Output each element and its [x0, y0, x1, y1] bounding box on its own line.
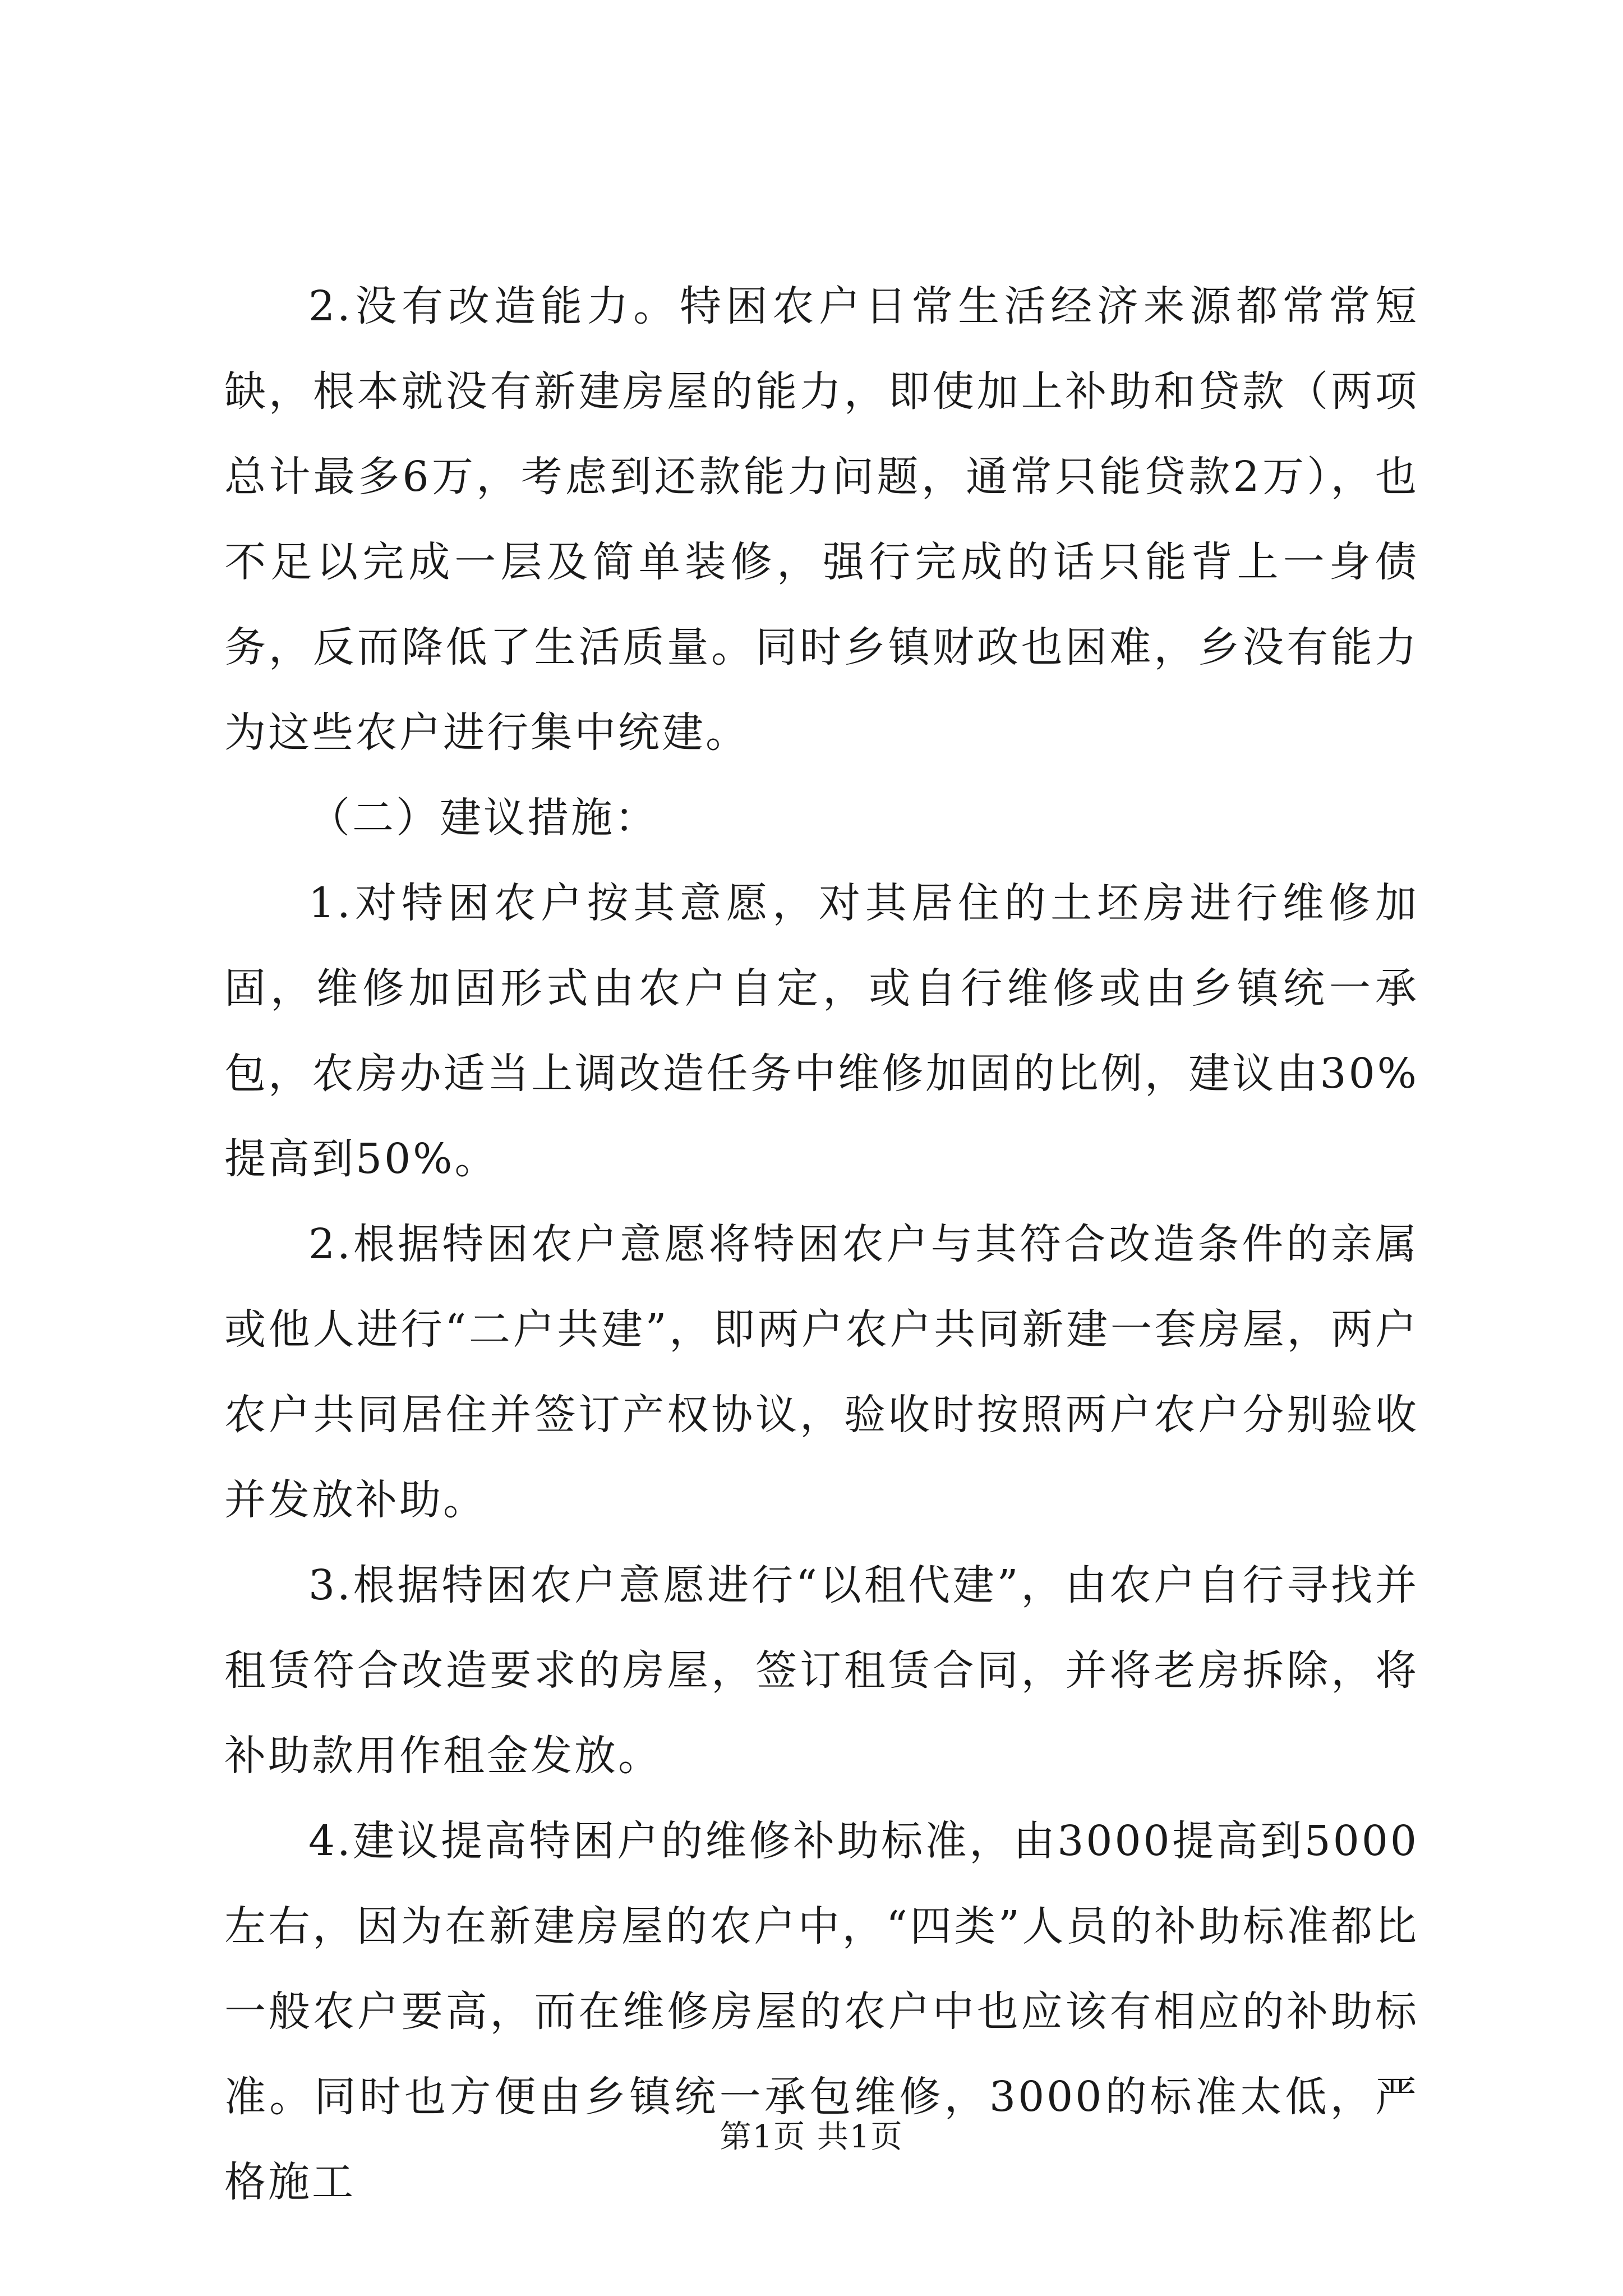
paragraph-suggestion-2: 2.根据特困农户意愿将特困农户与其符合改造条件的亲属或他人进行“二户共建”，即两户农户共同新建一套房屋，两户农户共同居住并签订产权协议，验收时按照两户农户分别验收并发放补助。 — [224, 1220, 1419, 1524]
section-heading-suggestions: （二）建议措施： — [308, 794, 658, 842]
paragraph-no-capacity: 2.没有改造能力。特困农户日常生活经济来源都常常短缺，根本就没有新建房屋的能力，即使加上补助和贷款（两项总计最多6万，考虑到还款能力问题，通常只能贷款2万），也不足以完成一层及简单装修，强行完成的话只能背上一身债务，反而降低了生活质量。同时乡镇财政也困难，乡没有能力为这些农户进行集中统建。 — [224, 282, 1419, 757]
page-footer: 第1页 共1页 — [720, 2119, 903, 2155]
paragraph-suggestion-3: 3.根据特困农户意愿进行“以租代建”，由农户自行寻找并租赁符合改造要求的房屋，签订租赁合同，并将老房拆除，将补助款用作租金发放。 — [224, 1561, 1419, 1780]
paragraph-suggestion-1: 1.对特困农户按其意愿，对其居住的土坯房进行维修加固，维修加固形式由农户自定，或自行维修或由乡镇统一承包，农房办适当上调改造任务中维修加固的比例，建议由30%提高到50%。 — [224, 879, 1419, 1183]
paragraph-suggestion-4: 4.建议提高特困户的维修补助标准，由3000提高到5000左右，因为在新建房屋的农户中，“四类”人员的补助标准都比一般农户要高，而在维修房屋的农户中也应该有相应的补助标准。同时也方便由乡镇统一承包维修，3000的标准太低，严格施工 — [224, 1817, 1419, 2206]
document-body — [224, 264, 1419, 2225]
